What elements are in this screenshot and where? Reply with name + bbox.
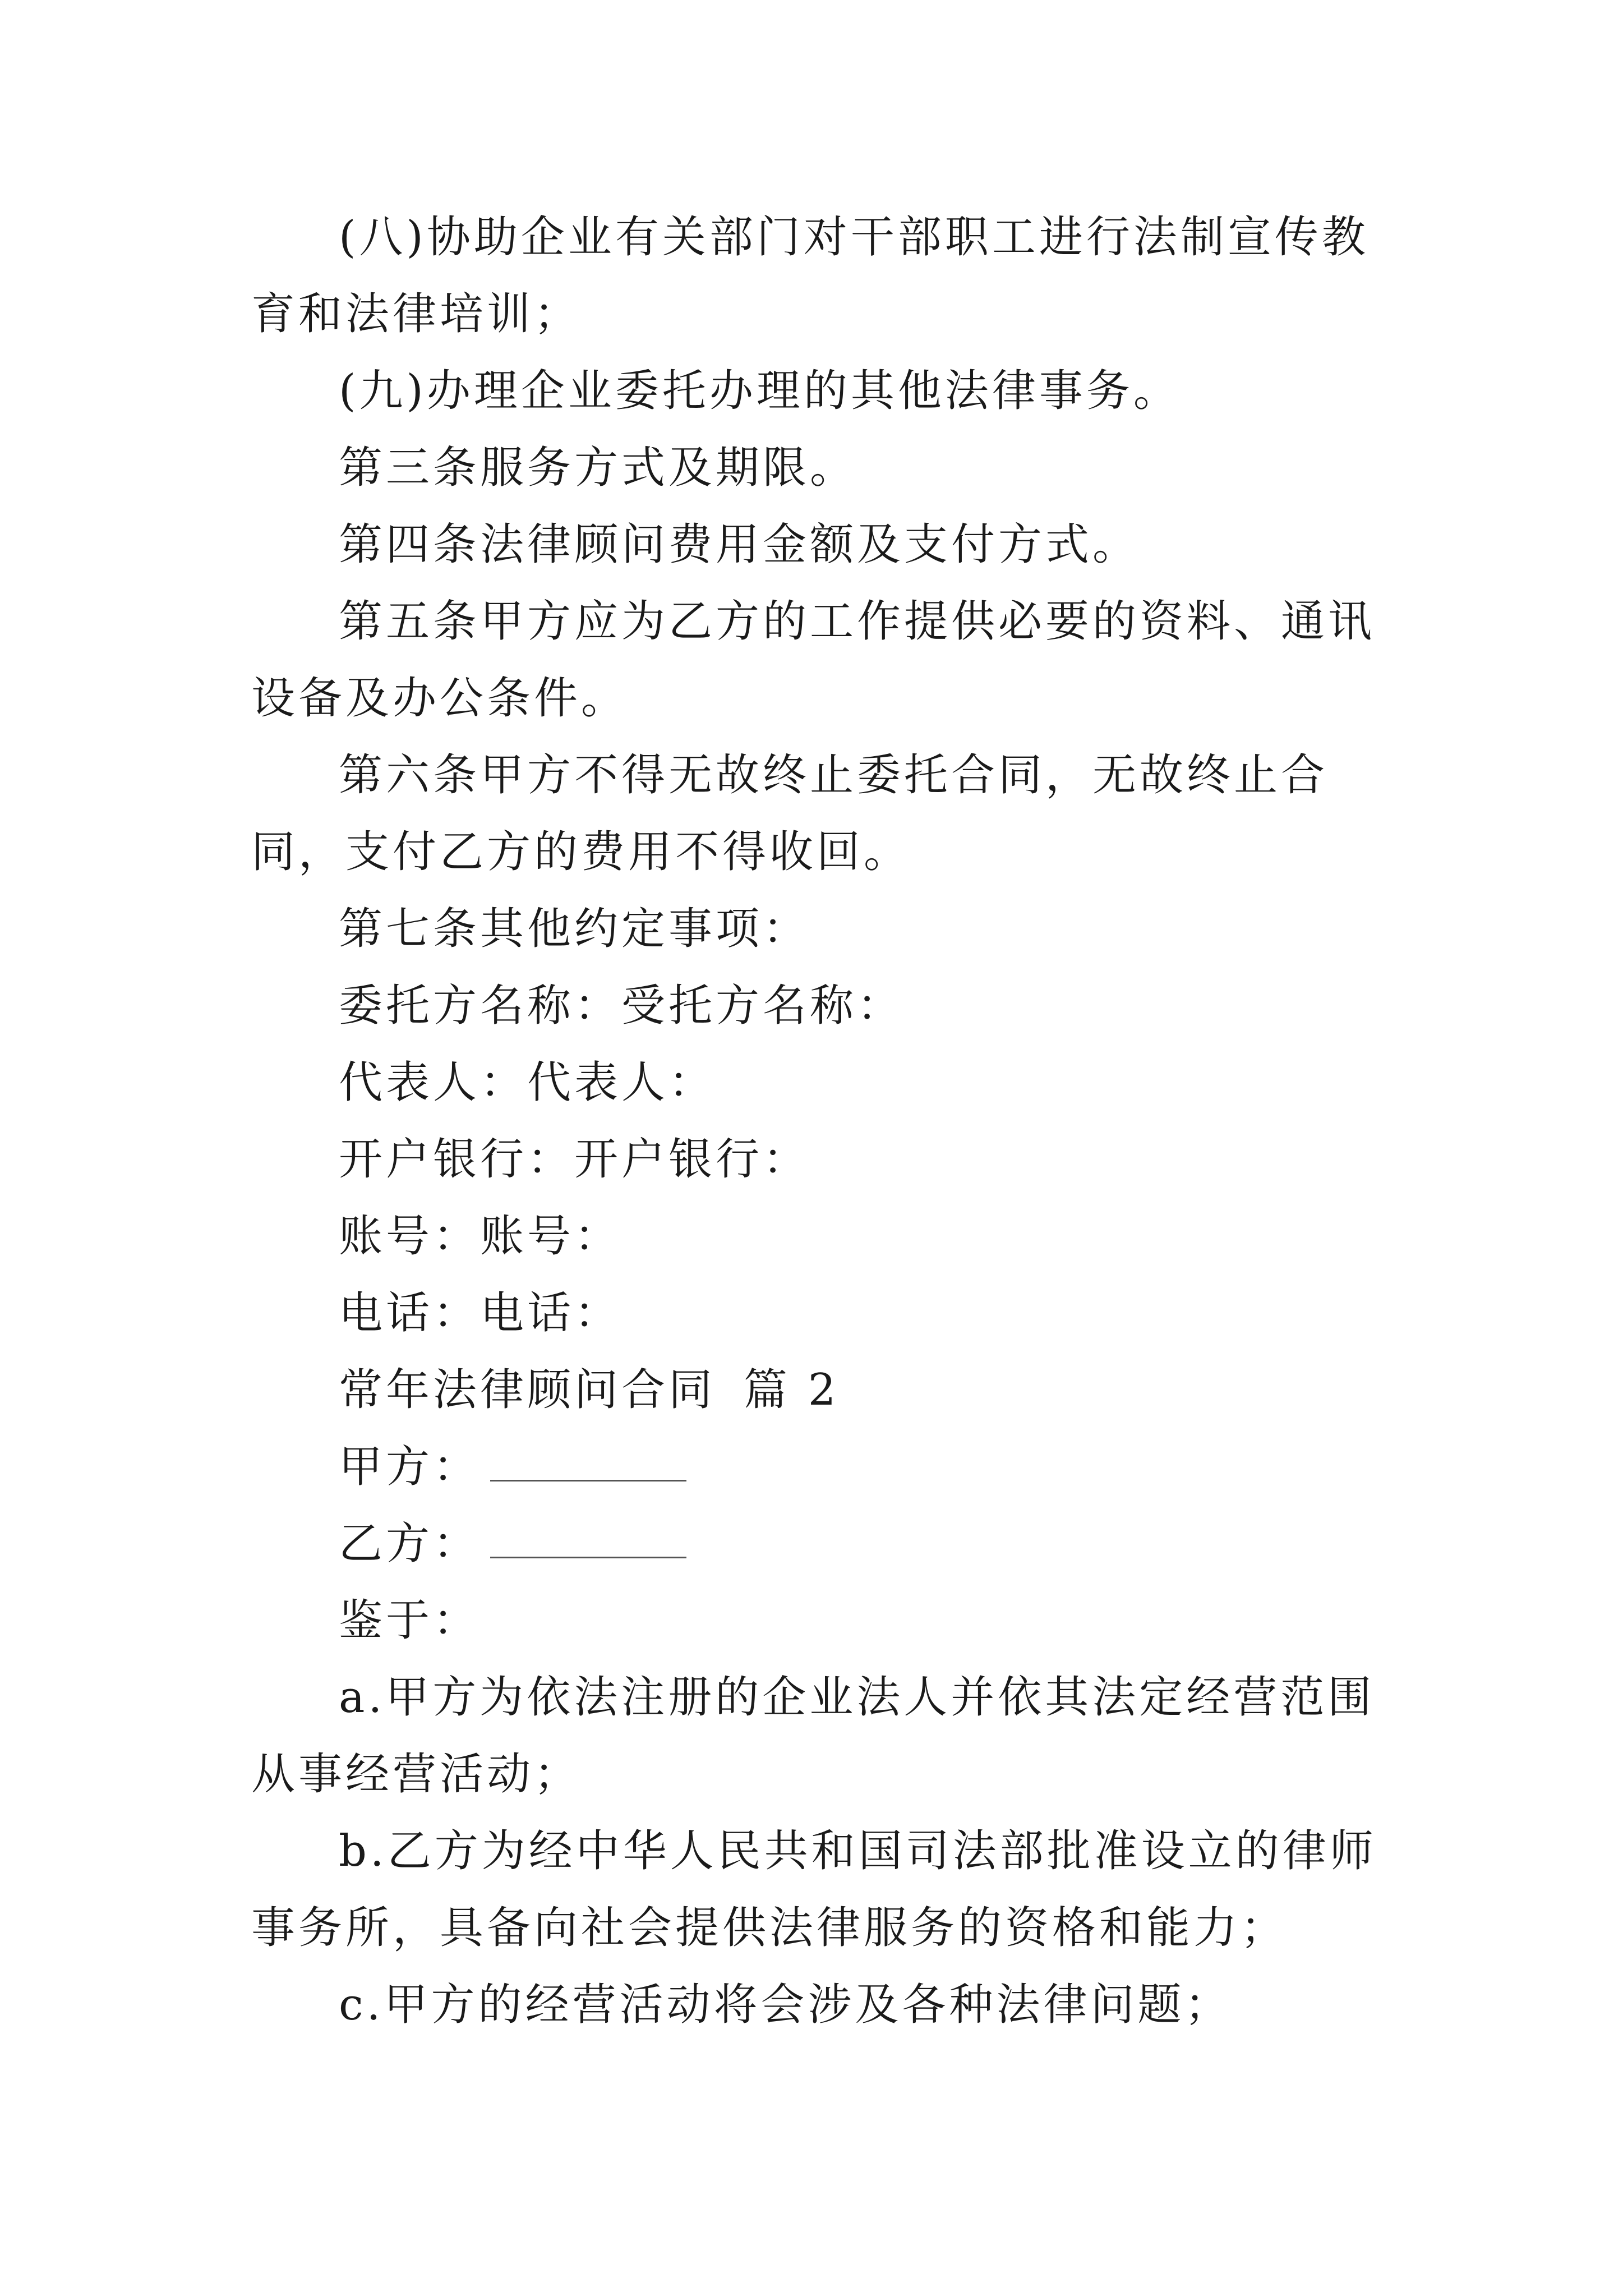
signature-representatives: 代表人：代表人： bbox=[339, 1057, 716, 1108]
paragraph-article-6: 第六条甲方不得无故终止委托合同，无故终止合同，支付乙方的费用不得收回。 bbox=[251, 750, 1329, 877]
section-heading bbox=[251, 1352, 1378, 1429]
paragraph-article-7: 第七条其他约定事项： bbox=[339, 904, 810, 954]
paragraph-item-8: (八)协助企业有关部门对干部职工进行法制宣传教育和法律培训； bbox=[251, 212, 1369, 339]
whereas-clause-c: c.甲方的经营活动将会涉及各种法律问题； bbox=[339, 1980, 1232, 2030]
party-b-label: 乙方： bbox=[339, 1519, 481, 1569]
paragraph-article-3: 第三条服务方式及期限。 bbox=[339, 443, 857, 493]
party-a-blank bbox=[490, 1446, 686, 1481]
party-a-label: 甲方： bbox=[339, 1442, 481, 1492]
signature-accounts: 账号：账号： bbox=[339, 1211, 622, 1262]
whereas-heading: 鉴于： bbox=[339, 1595, 481, 1646]
party-b-line bbox=[251, 1506, 1378, 1582]
section-title: 常年法律顾问合同 bbox=[339, 1365, 716, 1415]
signature-banks: 开户银行：开户银行： bbox=[339, 1134, 810, 1185]
whereas-clause-a: a.甲方为依法注册的企业法人并依其法定经营范围从事经营活动； bbox=[251, 1672, 1375, 1800]
signature-party-names: 委托方名称：受托方名称： bbox=[339, 981, 905, 1031]
party-b-blank bbox=[490, 1523, 686, 1558]
paragraph-article-5: 第五条甲方应为乙方的工作提供必要的资料、通讯设备及办公条件。 bbox=[251, 596, 1376, 724]
whereas-clause-b: b.乙方为经中华人民共和国司法部批准设立的律师事务所，具备向社会提供法律服务的资格和能力； bbox=[251, 1826, 1377, 1953]
paragraph-item-9: (九)办理企业委托办理的其他法律事务。 bbox=[339, 366, 1181, 416]
party-a-line bbox=[251, 1429, 1378, 1506]
document-body bbox=[251, 199, 1378, 2044]
paragraph-article-4: 第四条法律顾问费用金额及支付方式。 bbox=[339, 519, 1140, 570]
signature-phones: 电话：电话： bbox=[339, 1288, 622, 1338]
section-number: 篇 2 bbox=[744, 1365, 840, 1415]
